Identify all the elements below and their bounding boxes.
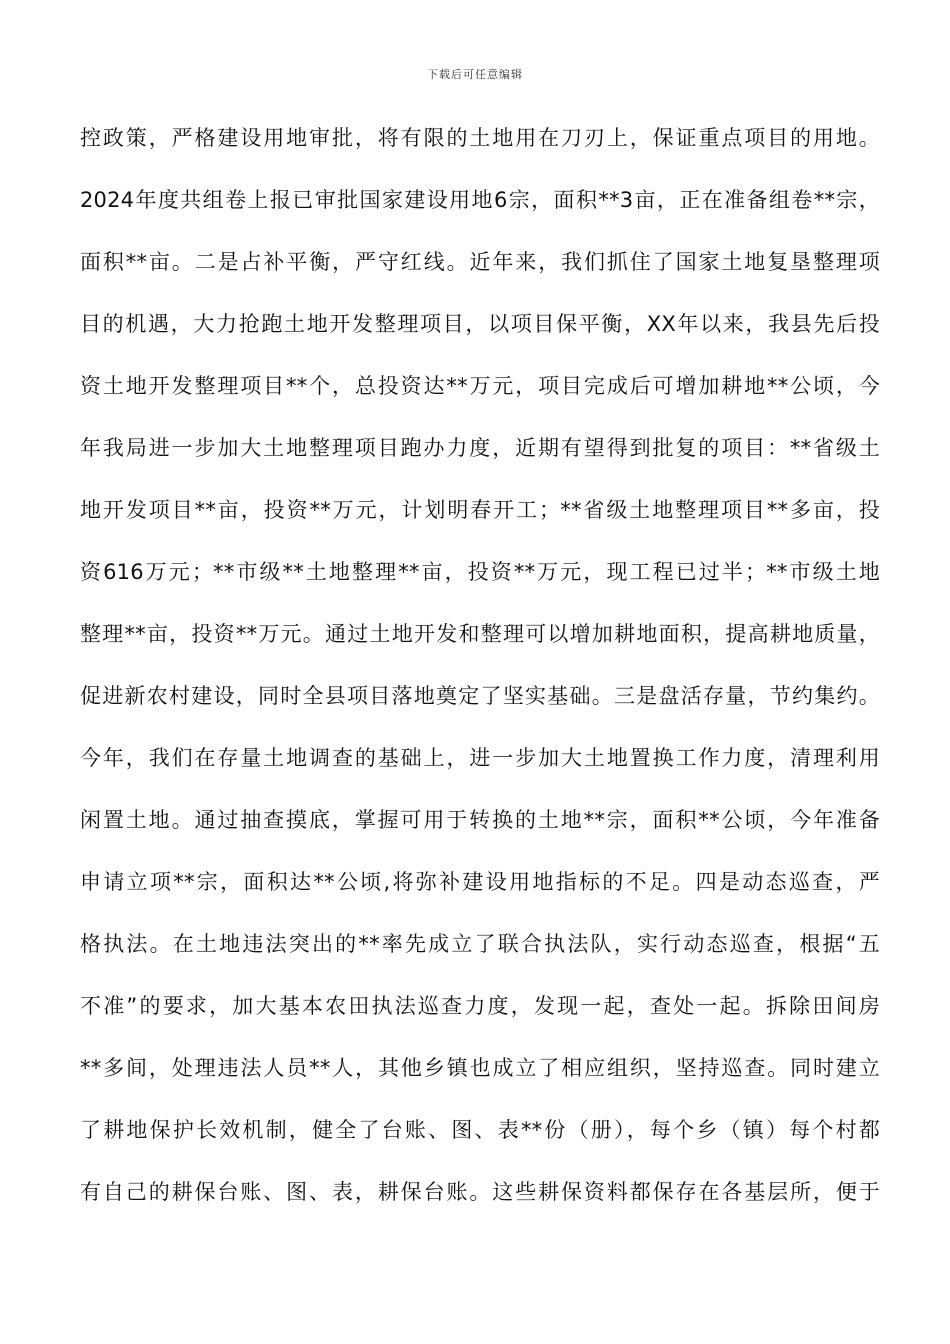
text-line: 资616万元；**市级**土地整理**亩，投资**万元，现工程已过半；**市级土地 xyxy=(80,560,880,584)
text-line: **多间，处理违法人员**人，其他乡镇也成立了相应组织，坚持巡查。同时建立 xyxy=(80,1056,880,1080)
text-line: 促进新农村建设，同时全县项目落地奠定了坚实基础。三是盘活存量，节约集约。 xyxy=(80,684,880,708)
text-line: 资土地开发整理项目**个，总投资达**万元，项目完成后可增加耕地**公顷，今 xyxy=(80,374,880,398)
text-line: 目的机遇，大力抢跑土地开发整理项目，以项目保平衡，XX年以来，我县先后投 xyxy=(80,312,880,336)
page-header: 下载后可任意编辑 xyxy=(427,68,523,81)
document-body xyxy=(80,120,880,1236)
text-line: 了耕地保护长效机制，健全了台账、图、表**份（册），每个乡（镇）每个村都 xyxy=(80,1118,880,1142)
text-line: 不准”的要求，加大基本农田执法巡查力度，发现一起，查处一起。拆除田间房 xyxy=(80,994,880,1018)
text-line: 2024年度共组卷上报已审批国家建设用地6宗，面积**3亩，正在准备组卷**宗， xyxy=(80,188,880,212)
text-line: 格执法。在土地违法突出的**率先成立了联合执法队，实行动态巡查，根据“五 xyxy=(80,932,880,956)
text-line: 有自己的耕保台账、图、表，耕保台账。这些耕保资料都保存在各基层所，便于 xyxy=(80,1180,880,1204)
text-line: 申请立项**宗，面积达**公顷,将弥补建设用地指标的不足。四是动态巡查，严 xyxy=(80,870,880,894)
text-line: 地开发项目**亩，投资**万元，计划明春开工；**省级土地整理项目**多亩，投 xyxy=(80,498,880,522)
text-line: 面积**亩。二是占补平衡，严守红线。近年来，我们抓住了国家土地复垦整理项 xyxy=(80,250,880,274)
text-line: 今年，我们在存量土地调查的基础上，进一步加大土地置换工作力度，清理利用 xyxy=(80,746,880,770)
text-line: 闲置土地。通过抽查摸底，掌握可用于转换的土地**宗，面积**公顷，今年准备 xyxy=(80,808,880,832)
text-line: 整理**亩，投资**万元。通过土地开发和整理可以增加耕地面积，提高耕地质量， xyxy=(80,622,880,646)
text-line: 年我局进一步加大土地整理项目跑办力度，近期有望得到批复的项目：**省级土 xyxy=(80,436,880,460)
text-line: 控政策，严格建设用地审批，将有限的土地用在刀刃上，保证重点项目的用地。 xyxy=(80,126,880,150)
